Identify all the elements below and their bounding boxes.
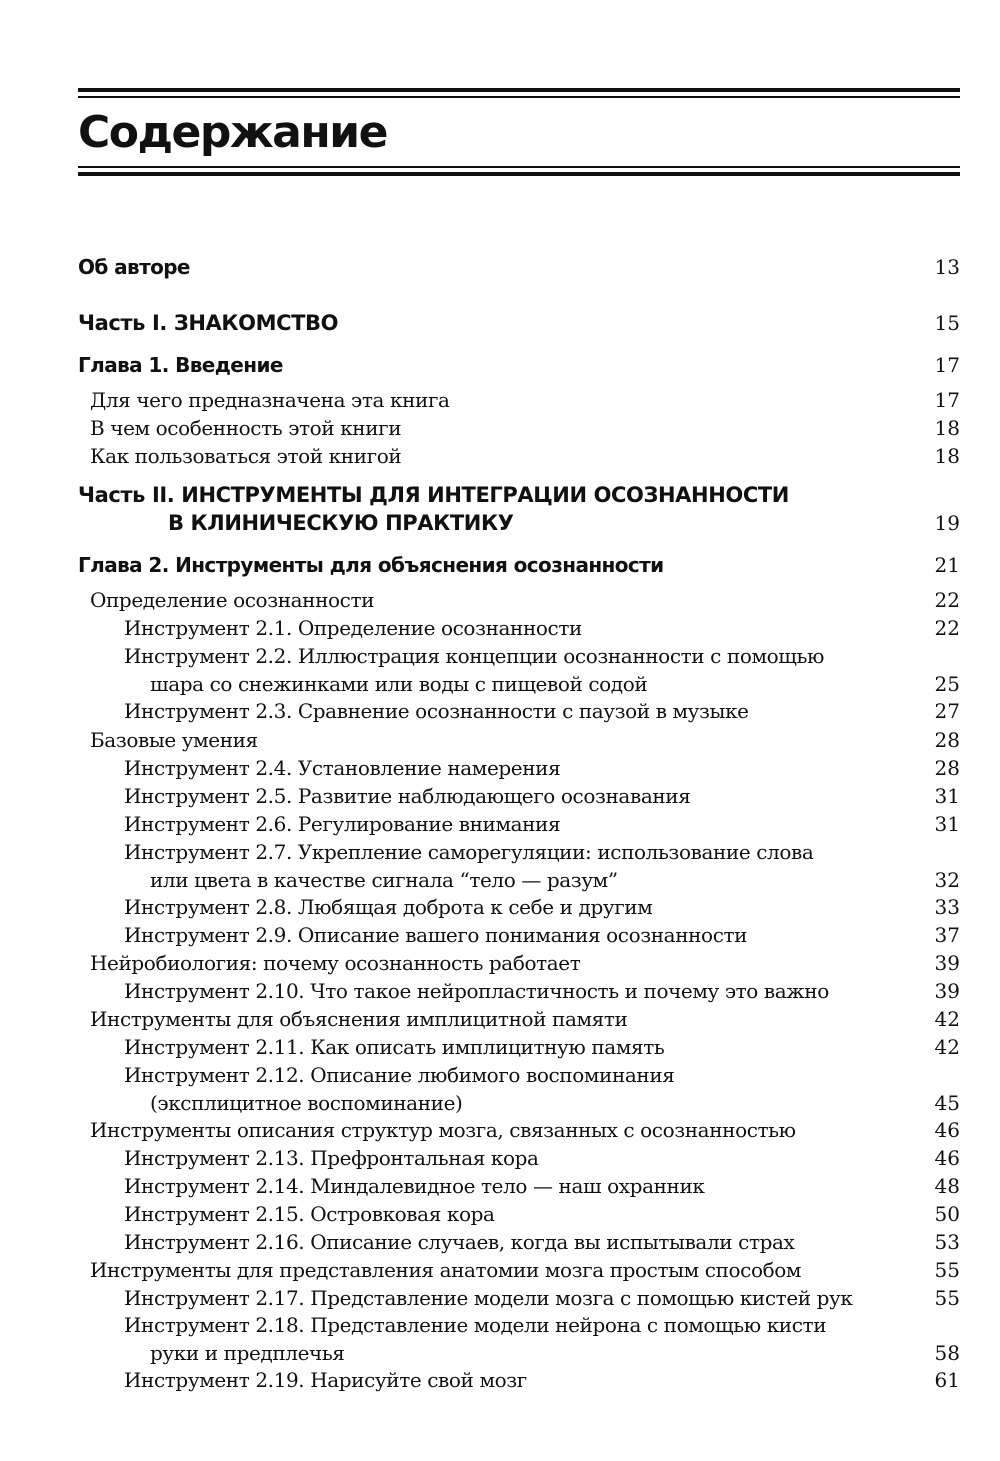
toc-entry-title: Инструмент 2.5. Развитие наблюдающего осознавания xyxy=(124,784,691,808)
toc-entry-title: Инструмент 2.6. Регулирование внимания xyxy=(124,812,561,836)
toc-entry-title-continued: (эксплицитное воспоминание) xyxy=(150,1091,463,1115)
toc-entry-title-continued: шара со снежинками или воды с пищевой содой xyxy=(150,672,648,696)
page-title: Содержание xyxy=(78,107,387,158)
toc-entry-title: Инструменты для объяснения имплицитной памяти xyxy=(90,1007,628,1031)
toc-entry-title: Инструмент 2.7. Укрепление саморегуляции: использование слова xyxy=(124,840,814,864)
toc-entry-title-continued: руки и предплечья xyxy=(150,1341,345,1365)
toc-entry-title: Инструмент 2.18. Представление модели нейрона с помощью кисти xyxy=(124,1313,827,1337)
toc-page-number: 22 xyxy=(934,588,960,612)
toc-entry-title: Инструменты описания структур мозга, связанных с осознанностью xyxy=(90,1118,796,1142)
toc-page-number: 21 xyxy=(934,553,960,577)
toc-page-number: 48 xyxy=(934,1174,960,1198)
toc-entry-title: Инструмент 2.2. Иллюстрация концепции осознанности с помощью xyxy=(124,644,824,668)
toc-entry-title-continued: В КЛИНИЧЕСКУЮ ПРАКТИКУ xyxy=(168,511,514,535)
toc-entry-title: Для чего предназначена эта книга xyxy=(90,388,450,412)
toc-page-number: 45 xyxy=(934,1091,960,1115)
toc-entry-title: Инструмент 2.11. Как описать имплицитную память xyxy=(124,1035,665,1059)
toc-entry-title: Как пользоваться этой книгой xyxy=(90,444,402,468)
toc-entry-title: Часть I. ЗНАКОМСТВО xyxy=(78,311,339,335)
toc-entry-title: Базовые умения xyxy=(90,728,258,752)
toc-page-number: 15 xyxy=(934,311,960,335)
toc-entry-title: Инструмент 2.17. Представление модели мозга с помощью кистей рук xyxy=(124,1286,853,1310)
toc-page-number: 42 xyxy=(934,1035,960,1059)
toc-page-number: 28 xyxy=(934,728,960,752)
toc-page-number: 22 xyxy=(934,616,960,640)
toc-page-number: 19 xyxy=(934,511,960,535)
toc-entry-title: Инструмент 2.3. Сравнение осознанности с паузой в музыке xyxy=(124,699,749,723)
toc-page-number: 28 xyxy=(934,756,960,780)
toc-entry-title: Определение осознанности xyxy=(90,588,375,612)
toc-page-number: 17 xyxy=(934,388,960,412)
toc-entry-title: Инструменты для представления анатомии мозга простым способом xyxy=(90,1258,802,1282)
toc-page-number: 39 xyxy=(934,951,960,975)
toc-entry-title: В чем особенность этой книги xyxy=(90,416,402,440)
toc-page-number: 39 xyxy=(934,979,960,1003)
toc-page-number: 17 xyxy=(934,353,960,377)
toc-page-number: 37 xyxy=(934,923,960,947)
toc-entry-title: Инструмент 2.9. Описание вашего понимания осознанности xyxy=(124,923,748,947)
toc-page-number: 58 xyxy=(934,1341,960,1365)
toc-page-number: 50 xyxy=(934,1202,960,1226)
toc-entry-title: Инструмент 2.16. Описание случаев, когда вы испытывали страх xyxy=(124,1230,795,1254)
toc-page-number: 13 xyxy=(934,255,960,279)
toc-page-number: 25 xyxy=(934,672,960,696)
toc-entry-title: Инструмент 2.19. Нарисуйте свой мозг xyxy=(124,1368,527,1392)
toc-entry-title: Об авторе xyxy=(78,255,190,279)
toc-entry-title: Инструмент 2.10. Что такое нейропластичность и почему это важно xyxy=(124,979,829,1003)
toc-page-number: 46 xyxy=(934,1118,960,1142)
toc-entry-title: Нейробиология: почему осознанность работает xyxy=(90,951,581,975)
toc-entry-title: Инструмент 2.4. Установление намерения xyxy=(124,756,561,780)
toc-entry-title: Глава 1. Введение xyxy=(78,353,283,377)
toc-entry-title: Инструмент 2.15. Островковая кора xyxy=(124,1202,495,1226)
toc-entry-title-continued: или цвета в качестве сигнала “тело — разум” xyxy=(150,868,618,892)
toc-entry-title: Инструмент 2.1. Определение осознанности xyxy=(124,616,582,640)
toc-page-number: 55 xyxy=(934,1286,960,1310)
toc-entry-title: Часть II. ИНСТРУМЕНТЫ ДЛЯ ИНТЕГРАЦИИ ОСОЗНАННОСТИ xyxy=(78,483,789,507)
toc-page-number: 46 xyxy=(934,1146,960,1170)
toc-page-number: 42 xyxy=(934,1007,960,1031)
toc-page-number: 18 xyxy=(934,416,960,440)
toc-page-number: 55 xyxy=(934,1258,960,1282)
toc-entry-title: Инструмент 2.14. Миндалевидное тело — наш охранник xyxy=(124,1174,705,1198)
toc-entry-title: Инструмент 2.12. Описание любимого воспоминания xyxy=(124,1063,675,1087)
toc-page-number: 61 xyxy=(934,1368,960,1392)
toc-page-number: 31 xyxy=(934,784,960,808)
toc-page-number: 31 xyxy=(934,812,960,836)
toc-page-number: 53 xyxy=(934,1230,960,1254)
toc-entry-title: Инструмент 2.8. Любящая доброта к себе и другим xyxy=(124,895,653,919)
toc-page-number: 27 xyxy=(934,699,960,723)
toc-entry-title: Инструмент 2.13. Префронтальная кора xyxy=(124,1146,539,1170)
toc-page-number: 18 xyxy=(934,444,960,468)
toc-entry-title: Глава 2. Инструменты для объяснения осознанности xyxy=(78,553,664,577)
toc-page-number: 32 xyxy=(934,868,960,892)
toc-page-number: 33 xyxy=(934,895,960,919)
